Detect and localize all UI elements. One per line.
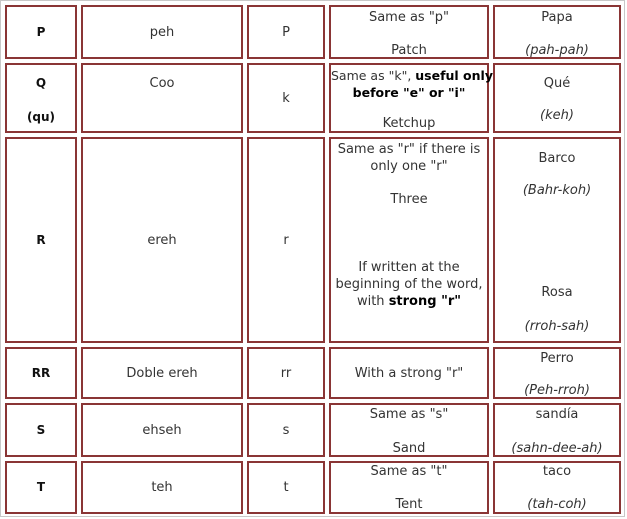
letter: S xyxy=(36,422,46,437)
example-word-b: Rosa xyxy=(541,285,573,300)
english-cell-q xyxy=(247,63,325,133)
example-word: Qué xyxy=(543,76,571,91)
letter-note: (qu) xyxy=(26,110,56,124)
pronunciation: (keh) xyxy=(540,108,574,123)
sound-example: Patch xyxy=(391,43,427,58)
example-word: sandía xyxy=(535,407,579,422)
english-cell-t xyxy=(247,461,325,514)
letter-cell-q xyxy=(5,63,77,133)
pronunciation: (Peh-rroh) xyxy=(524,383,590,398)
english-cell-s xyxy=(247,403,325,457)
pronunciation: (tah-coh) xyxy=(527,497,587,512)
name-cell-s xyxy=(81,403,243,457)
example-cell-p xyxy=(493,5,621,59)
example-word: Perro xyxy=(540,351,574,366)
english-letter: r xyxy=(283,232,289,248)
example-cell-r xyxy=(493,137,621,343)
letter-name: Doble ereh xyxy=(126,365,198,381)
english-letter: P xyxy=(282,24,290,40)
example-word: taco xyxy=(542,464,572,479)
sound-cell-s xyxy=(329,403,489,457)
letter-name: peh xyxy=(149,24,175,40)
example-word: Barco xyxy=(538,151,576,166)
name-cell-p xyxy=(81,5,243,59)
sound-description: Same as "t" xyxy=(370,464,448,479)
name-cell-t xyxy=(81,461,243,514)
letter: P xyxy=(36,24,46,39)
letter-name: ehseh xyxy=(142,422,182,438)
sound-cell-t xyxy=(329,461,489,514)
sound-cell-rr xyxy=(329,347,489,399)
english-letter: s xyxy=(282,422,290,438)
letter: R xyxy=(36,232,46,247)
letter-cell-s xyxy=(5,403,77,457)
sound-rule-cont: beginning of the word, xyxy=(335,277,483,292)
example-word: Papa xyxy=(541,10,573,25)
sound-note: before "e" or "i" xyxy=(352,85,466,100)
name-cell-rr xyxy=(81,347,243,399)
sound-example: Ketchup xyxy=(382,116,436,131)
letter-cell-r xyxy=(5,137,77,343)
letter: Q xyxy=(35,76,47,90)
letter-name: teh xyxy=(151,480,173,495)
english-cell-p xyxy=(247,5,325,59)
sound-example: Sand xyxy=(392,441,426,456)
letter-name: Coo xyxy=(149,76,175,91)
letter: RR xyxy=(31,365,51,380)
pronunciation: (Bahr-koh) xyxy=(522,183,592,198)
english-letter: k xyxy=(282,90,290,106)
example-cell-q xyxy=(493,63,621,133)
sound-cell-p xyxy=(329,5,489,59)
sound-cell-q xyxy=(329,63,493,133)
letter-cell-rr xyxy=(5,347,77,399)
sound-cell-r xyxy=(329,137,489,343)
pronunciation-b: (rroh-sah) xyxy=(524,319,590,334)
english-cell-r xyxy=(247,137,325,343)
letter: T xyxy=(36,480,46,494)
letter-cell-t xyxy=(5,461,77,514)
name-cell-r xyxy=(81,137,243,343)
name-cell-q xyxy=(81,63,243,133)
sound-description-cont: only one "r" xyxy=(370,159,448,174)
letter-cell-p xyxy=(5,5,77,59)
pronunciation: (sahn-dee-ah) xyxy=(511,441,603,456)
sound-example: Three xyxy=(390,192,428,207)
sound-description: Same as "k", useful only xyxy=(331,68,493,83)
sound-description: Same as "s" xyxy=(369,407,449,422)
sound-description: With a strong "r" xyxy=(354,365,464,381)
sound-description: Same as "r" if there is xyxy=(337,142,481,157)
pronunciation: (pah-pah) xyxy=(525,43,589,58)
letter-name: ereh xyxy=(147,232,177,248)
example-cell-s xyxy=(493,403,621,457)
sound-description: Same as "p" xyxy=(368,10,450,25)
english-cell-rr xyxy=(247,347,325,399)
example-cell-t xyxy=(493,461,621,514)
sound-rule-strong: with strong "r" xyxy=(356,294,462,309)
sound-rule: If written at the xyxy=(358,260,460,275)
english-letter: rr xyxy=(280,365,292,381)
sound-example: Tent xyxy=(395,497,423,512)
example-cell-rr xyxy=(493,347,621,399)
english-letter: t xyxy=(283,480,289,495)
